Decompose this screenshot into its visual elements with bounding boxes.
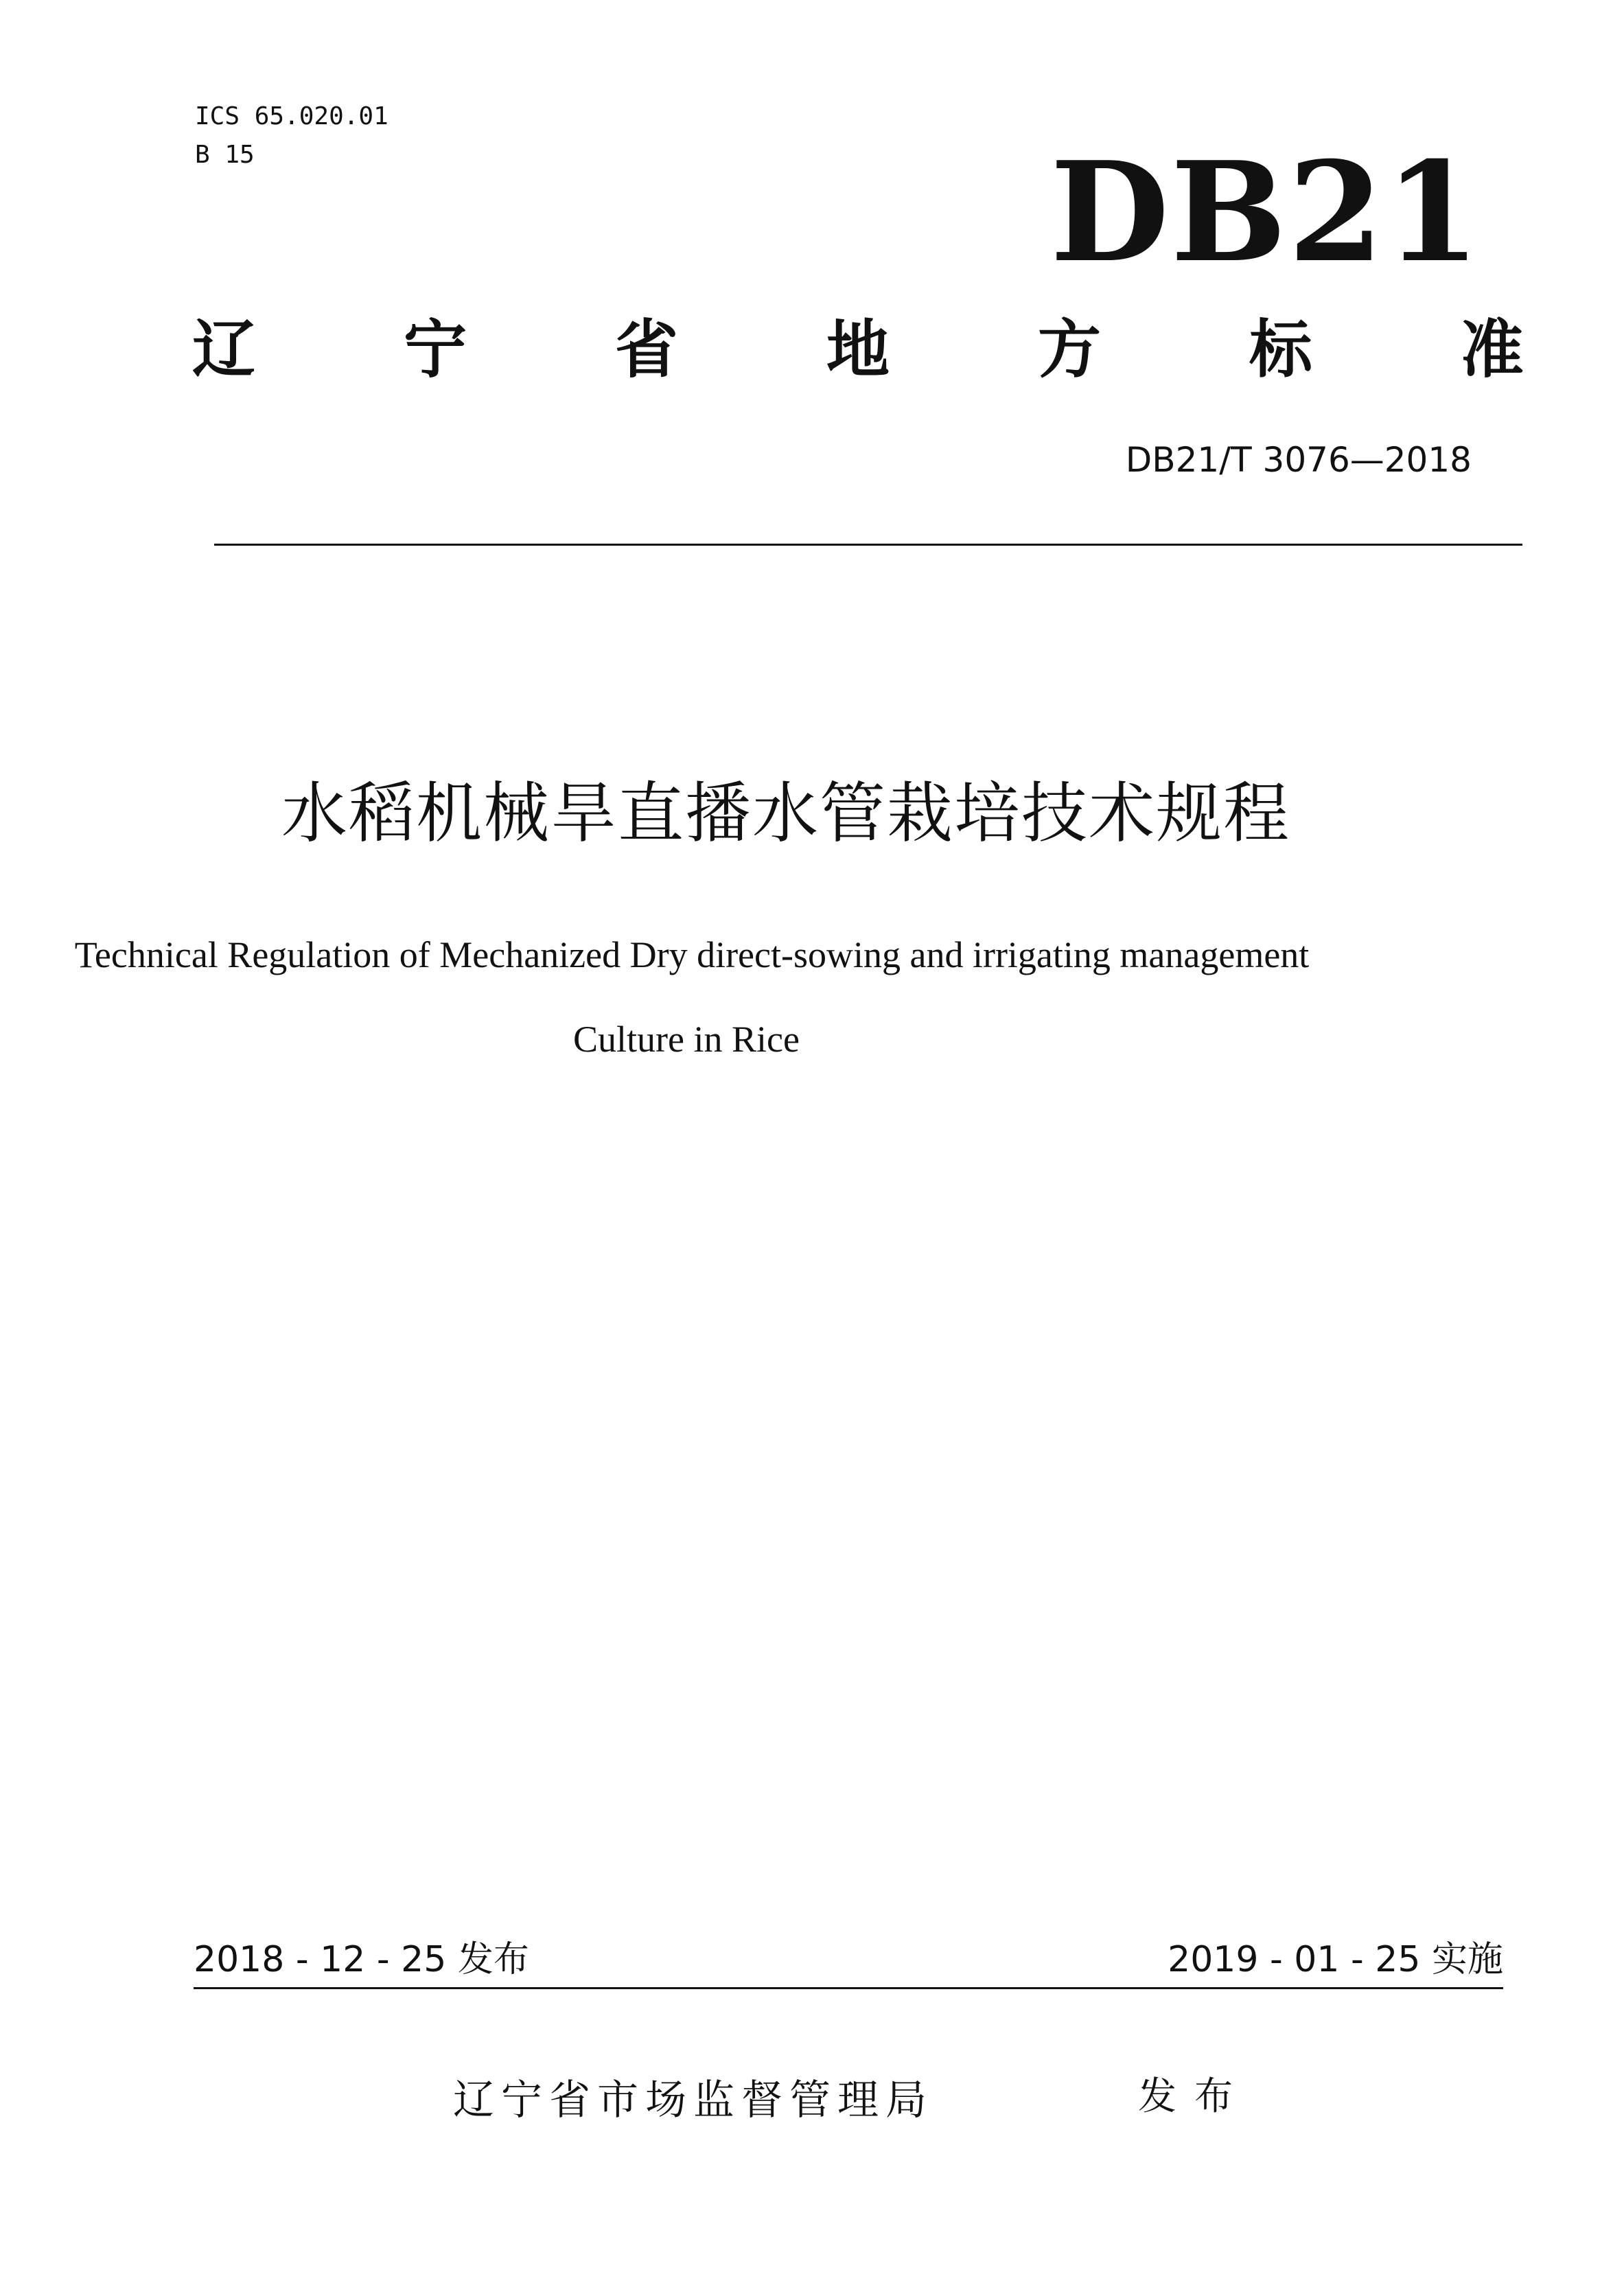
standard-type-char: 地 <box>826 313 890 386</box>
ics-code: ICS 65.020.01 <box>195 102 388 130</box>
document-title-chinese: 水稻机械旱直播水管栽培技术规程 <box>281 775 1290 852</box>
classification-codes <box>195 97 388 174</box>
standard-type-heading <box>192 312 1524 388</box>
standard-number: DB21/T 3076—2018 <box>1125 440 1472 480</box>
standard-type-char: 宁 <box>403 313 467 386</box>
publisher-name: 辽宁省市场监督管理局 <box>453 2076 933 2124</box>
top-divider <box>214 544 1522 546</box>
standard-type-char: 标 <box>1249 313 1312 386</box>
bottom-divider <box>194 1987 1503 1989</box>
implementation-date: 2019 - 01 - 25 实施 <box>1168 1939 1503 1980</box>
standard-type-char: 准 <box>1460 313 1524 386</box>
release-date: 2018 - 12 - 25 发布 <box>194 1939 529 1980</box>
ccs-code: B 15 <box>195 141 255 169</box>
standard-type-char: 省 <box>614 313 678 386</box>
standard-type-char: 方 <box>1037 313 1101 386</box>
document-title-english-line2: Culture in Rice <box>573 1019 800 1060</box>
document-title-english-line1: Technical Regulation of Mechanized Dry direct-sowing and irrigating management <box>74 934 1310 975</box>
publish-action: 发布 <box>1138 2074 1251 2119</box>
standard-type-char: 辽 <box>192 313 256 386</box>
standard-logo: DB21 <box>1050 132 1482 293</box>
